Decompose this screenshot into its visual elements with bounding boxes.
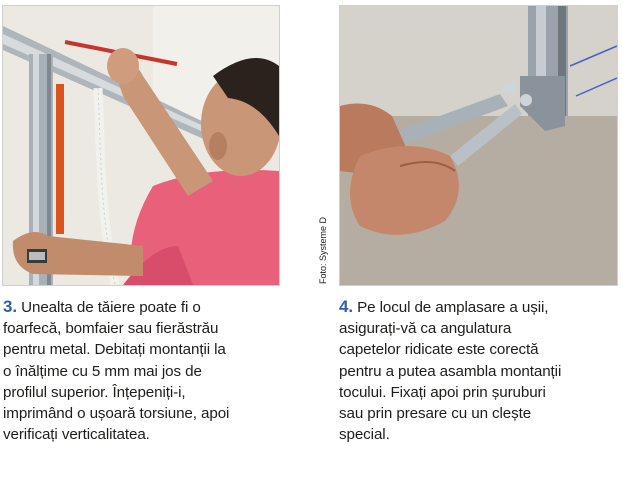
step-3-line-3: pentru metal. Debitați montanții la [3, 341, 226, 359]
step-4-line-3: capetelor ridicate este corectă [339, 341, 539, 359]
step-3-line-1: 3. Unealta de tăiere poate fi o [3, 297, 201, 316]
photo-marking-metal-stud [2, 5, 280, 286]
photo-pliers-door-frame [339, 5, 618, 286]
step-4-line-7: special. [339, 426, 390, 444]
step-3-line-6: imprimând o ușoară torsiune, apoi [3, 405, 230, 423]
step-3-line-2: foarfecă, bomfaier sau fierăstrău [3, 320, 219, 338]
step-3-line-7: verificați verticalitatea. [3, 426, 150, 444]
step-4-line-4: pentru a putea asambla montanții [339, 362, 562, 380]
photo-credit: Foto: Systeme D [318, 216, 328, 284]
step-3-line-4: o înălțime cu 5 mm mai jos de [3, 362, 202, 380]
step-3-line-5: profilul superior. Înțepeniți-i, [3, 383, 186, 401]
step-4-line-6: sau prin presare cu un clește [339, 405, 532, 423]
step-4-line-1: 4. Pe locul de amplasare a ușii, [339, 297, 549, 316]
step-4-caption [339, 296, 619, 445]
pliers-on-door-frame-illustration [340, 6, 617, 285]
step-4-line-2: asigurați-vă ca angulatura [339, 320, 512, 338]
step-4-line-5: tocului. Fixați apoi prin șuruburi [339, 383, 546, 401]
step-4-number: 4. [339, 297, 353, 316]
step-3-caption [3, 296, 303, 445]
step-3-number: 3. [3, 297, 17, 316]
man-cutting-metal-stud-illustration [3, 6, 279, 285]
